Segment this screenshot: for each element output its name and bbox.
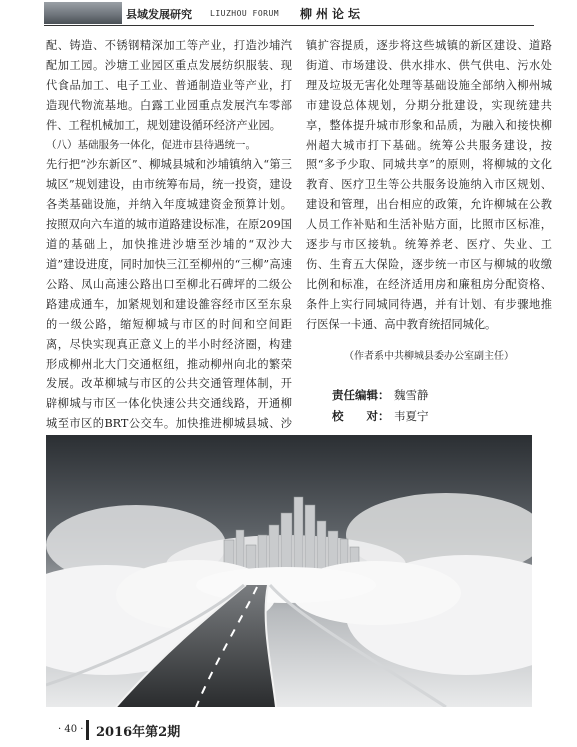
road-to-city-illustration [46, 435, 532, 707]
header-rule [44, 25, 534, 26]
magazine-name: 柳州论坛 [300, 7, 365, 21]
paragraph: 配、铸造、不锈钢精深加工等产业，打造沙埔汽配加工园。沙塘工业园区重点发展纺织服装、现代食品加工、电子工业、普通制造业等产业，打造现代物流基地。白露工业园重点发展汽车零部件、工程机械加工，规划建设循环经济产业园。 [46, 39, 292, 132]
page-header [0, 0, 577, 30]
section-subheading: （八）基础服务一体化，促进市县待遇统一。 [46, 138, 256, 151]
issue-label: 2016年第2期 [96, 725, 181, 740]
author-note: （作者系中共柳城县委办公室副主任） [344, 350, 514, 362]
proofreader-label: 校 对： [332, 408, 390, 423]
forum-english-name: LIUZHOU FORUM [210, 9, 280, 18]
editor-name: 魏雪静 [394, 387, 429, 402]
left-column [46, 36, 292, 454]
proofreader-name: 韦夏宁 [394, 408, 429, 423]
editor-credits [332, 385, 552, 427]
editor-label: 责任编辑： [332, 387, 390, 402]
paragraph: 镇扩容提质，逐步将这些城镇的新区建设、道路街道、市场建设、供水排水、供气供电、污水处理及垃圾无害化处理等基础设施全部纳入柳州城市建设总体规划，分期分批建设，实现统建共享，整体提升城市形象和品质，为融入和接快柳州超大城市打下基础。统筹公共服务建设，按照“多予少取、同城共享”的原则，将柳城的文化教育、医疗卫生等公共服务设施纳入市区规划、建设和管理，出台相应的政策，允许柳城在公教人员工作补贴和生活补贴方面，比照市区标准，逐步与市区接轨。统筹养老、医疗、失业、工伤、生育五大保险，逐步统一市区与柳城的收缴比例和标准，在经济适用房和廉租房分配资格、条件上实行同城同待遇，并有计划、有步骤地推行医保一卡通、高中教育统招同城化。 [306, 39, 552, 331]
page-number: · 40 · [58, 724, 84, 735]
proofreader [332, 406, 552, 427]
right-column [306, 36, 552, 427]
footer-bar [86, 720, 89, 740]
column-title: 县域发展研究 [126, 8, 192, 21]
header-photo-thumbnail [44, 2, 122, 24]
paragraph: 先行把“沙东新区”、柳城县城和沙埔镇纳入“第三城区”规划建设，由市统筹布局，统一投资，建设各类基础设施，并纳入年度城建资金预算计划。按照双向六车道的城市道路建设标准，在原209国道的基础上，加快推进沙塘至沙埔的“双沙大道”建设进度，同时加快三江至柳州的“三柳”高速公路、凤山高速公路出口至柳北石碑坪的二级公路建成通车，加紧规划和建设雒容经市区至东泉的一级公路，缩短柳城与市区的时间和空间距离，尽快实现真正意义上的半小时经济圈，构建形成柳州北大门交通枢纽，推动柳州向北的繁荣发展。改革柳城与市区的公共交通管理体制，开辟柳城与市区一体化快速公共交通线路，开通柳城至市区的BRT公交车。加快推进柳城县城、沙 [46, 158, 292, 431]
responsible-editor [332, 385, 552, 406]
page-footer [0, 712, 577, 747]
